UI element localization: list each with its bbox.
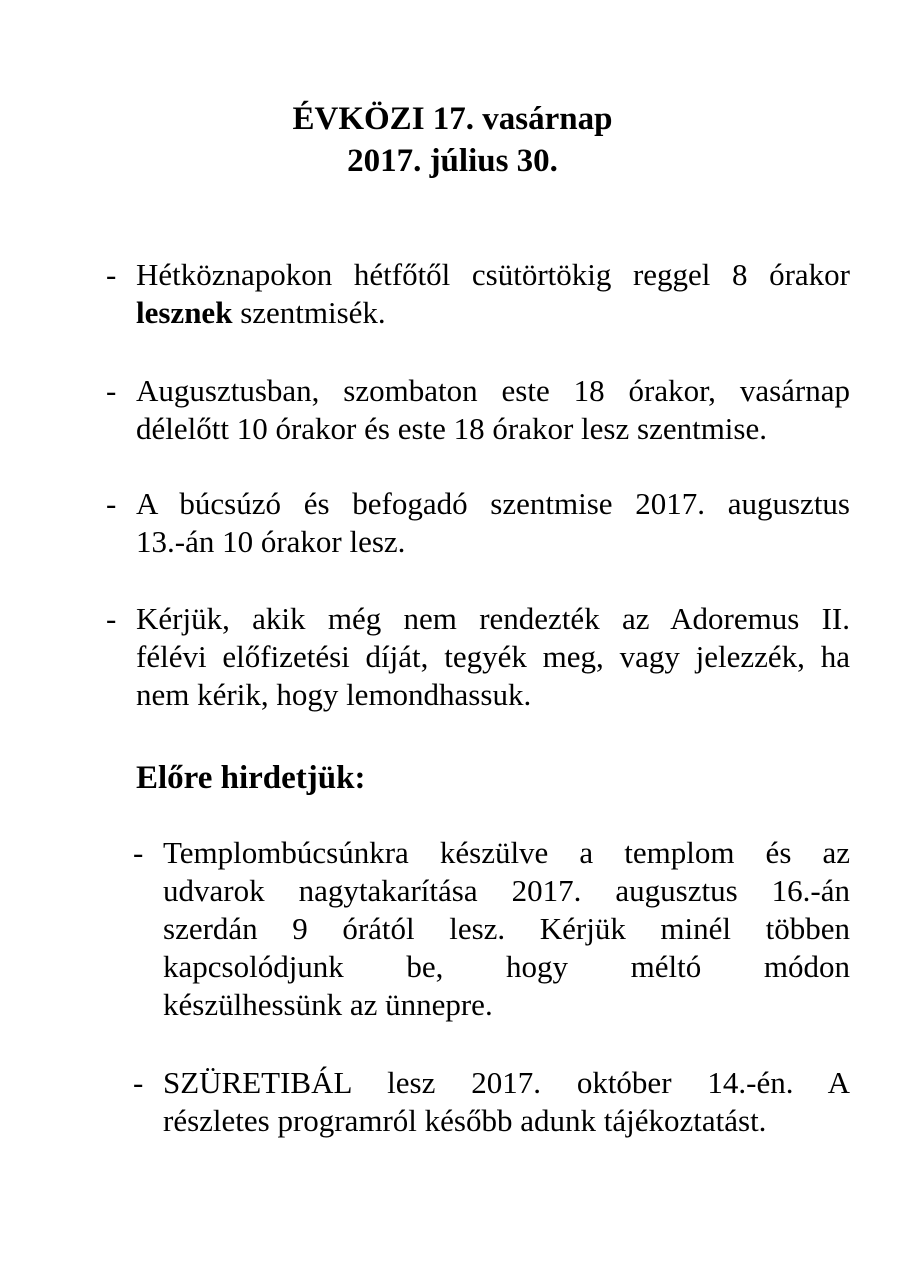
bullet-dash: - — [133, 835, 144, 870]
list-item-text: Hétköznapokon hétfőtől csütörtökig reggel 8 órakor lesznek szentmisék. — [136, 257, 850, 330]
list-item — [106, 485, 850, 561]
bullet-dash: - — [133, 1065, 144, 1100]
section-heading: Előre hirdetjük: — [136, 760, 366, 796]
list-item — [106, 600, 850, 714]
bullet-dash: - — [106, 486, 117, 521]
list-item — [133, 1064, 850, 1140]
bullet-dash: - — [106, 373, 117, 408]
list-item-text: Augusztusban, szombaton este 18 órakor, vasárnap délelőtt 10 órakor és este 18 órakor lesz szentmise. — [136, 373, 850, 446]
list-item-text: SZÜRETIBÁL lesz 2017. október 14.-én. A részletes programról később adunk tájékoztatást. — [163, 1065, 850, 1138]
page-title — [0, 98, 905, 182]
emphasis-text: lesznek — [136, 295, 233, 330]
list-item — [106, 372, 850, 448]
title-line-2: 2017. július 30. — [347, 143, 558, 179]
list-item-text: A búcsúzó és befogadó szentmise 2017. augusztus 13.-án 10 órakor lesz. — [136, 486, 850, 559]
list-item — [133, 834, 850, 1024]
list-item — [106, 256, 850, 332]
title-line-1: ÉVKÖZI 17. vasárnap — [292, 101, 613, 137]
list-item-text: Kérjük, akik még nem rendezték az Adoremus II. félévi előfizetési díját, tegyék meg, vagy jelezzék, ha nem kérik, hogy lemondhassuk. — [136, 601, 850, 712]
bullet-dash: - — [106, 257, 117, 292]
list-item-text: Templombúcsúnkra készülve a templom és az udvarok nagytakarítása 2017. augusztus 16.-án szerdán 9 órától lesz. Kérjük minél többen kapcsolódjunk be, hogy méltó módon készülhessünk az ünnepre. — [163, 835, 850, 1022]
bullet-dash: - — [106, 601, 117, 636]
